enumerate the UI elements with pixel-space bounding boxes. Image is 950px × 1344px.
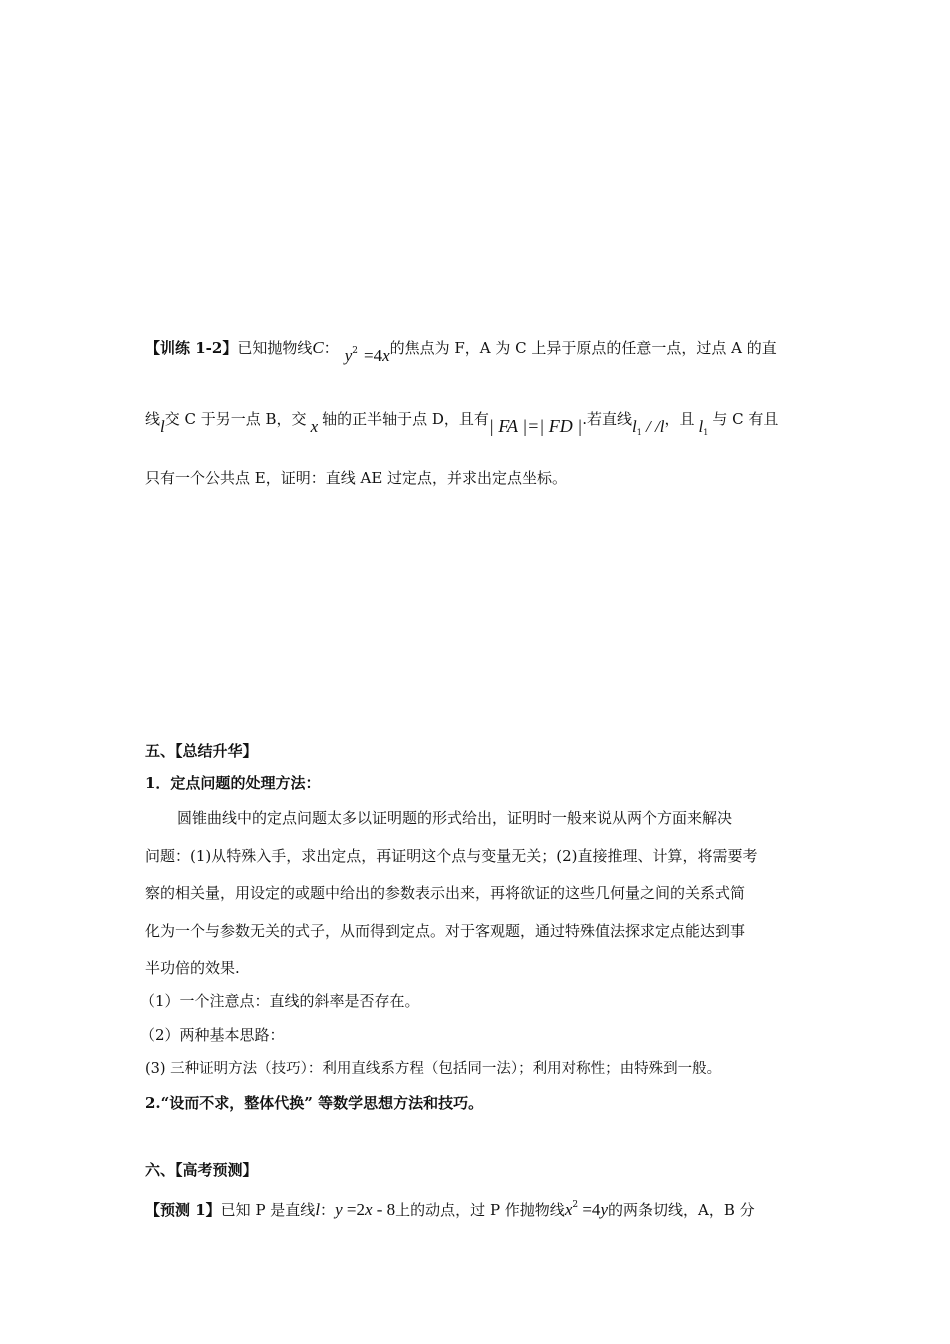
line-equation: y =2x - 8 [335, 1200, 396, 1219]
axis-x: x [310, 417, 319, 436]
training-text: 线 [145, 410, 161, 428]
summary-item1-title: 1．定点问题的处理方法： [145, 774, 321, 792]
training-line-3: 只有一个公共点 E，证明：直线 AE 过定点，并求出定点坐标。 [145, 469, 568, 487]
forecast-heading: 六、【高考预测】 [145, 1161, 258, 1179]
forecast-tag: 【预测 1】 [145, 1201, 221, 1219]
summary-paragraph-line: 察的相关量，用设定的或题中给出的参数表示出来，再将欲证的这些几何量之间的关系式简 [145, 884, 746, 902]
forecast-line: 【预测 1】已知 P 是直线l：y =2x - 8上的动点，过 P 作抛物线$x^2 =4y$的两条切线，A，B 分 [145, 1200, 755, 1219]
forecast-l: l [315, 1200, 321, 1219]
abs-equation: | FA |=| FD | [488, 416, 583, 436]
training-text: 轴的正半轴于点 D，且有 [322, 410, 489, 428]
summary-point-1: （1）一个注意点：直线的斜率是否存在。 [140, 992, 420, 1010]
summary-item2: 2.“设而不求，整体代换” 等数学思想方法和技巧。 [145, 1094, 484, 1112]
parabola-equation: $y^2 =4x$ [344, 346, 390, 365]
curve-name: C [312, 338, 324, 357]
summary-point-3: (3) 三种证明方法（技巧）：利用直线系方程（包括同一法）；利用对称性；由特殊到一般。 [145, 1061, 722, 1077]
summary-paragraph-line: 半功倍的效果. [145, 959, 240, 977]
colon: ： [323, 339, 339, 357]
training-text: 已知抛物线 [237, 339, 313, 357]
summary-paragraph-line: 圆锥曲线中的定点问题太多以证明题的形式给出，证明时一般来说从两个方面来解决 [177, 809, 733, 827]
l1-symbol: $l_1$ [698, 417, 709, 437]
training-tag: 【训练 1-2】 [145, 339, 238, 357]
training-line-2 [145, 408, 778, 435]
parabola-equation-2: $x^2 =4y$ [564, 1200, 608, 1219]
training-text: .若直线 [582, 410, 632, 428]
summary-point-2: （2）两种基本思路： [140, 1026, 285, 1044]
summary-paragraph-line: 问题：(1)从特殊入手，求出定点，再证明这个点与变量无关；(2)直接推理、计算，将需要考 [145, 847, 758, 865]
summary-heading: 五、【总结升华】 [145, 742, 258, 760]
summary-paragraph-line: 化为一个与参数无关的式子，从而得到定点。对于客观题，通过特殊值法探求定点能达到事 [145, 922, 746, 940]
training-text: 与 C 有且 [712, 410, 779, 428]
training-text: 的焦点为 F，A 为 C 上异于原点的任意一点，过点 A 的直 [389, 339, 777, 357]
training-text: ，且 [664, 410, 695, 428]
training-text: 交 C 于另一点 B，交 [164, 410, 307, 428]
line-l: l [160, 417, 165, 436]
training-line-1 [145, 333, 777, 365]
parallel-equation: $l_1 / /l$ [631, 417, 665, 437]
